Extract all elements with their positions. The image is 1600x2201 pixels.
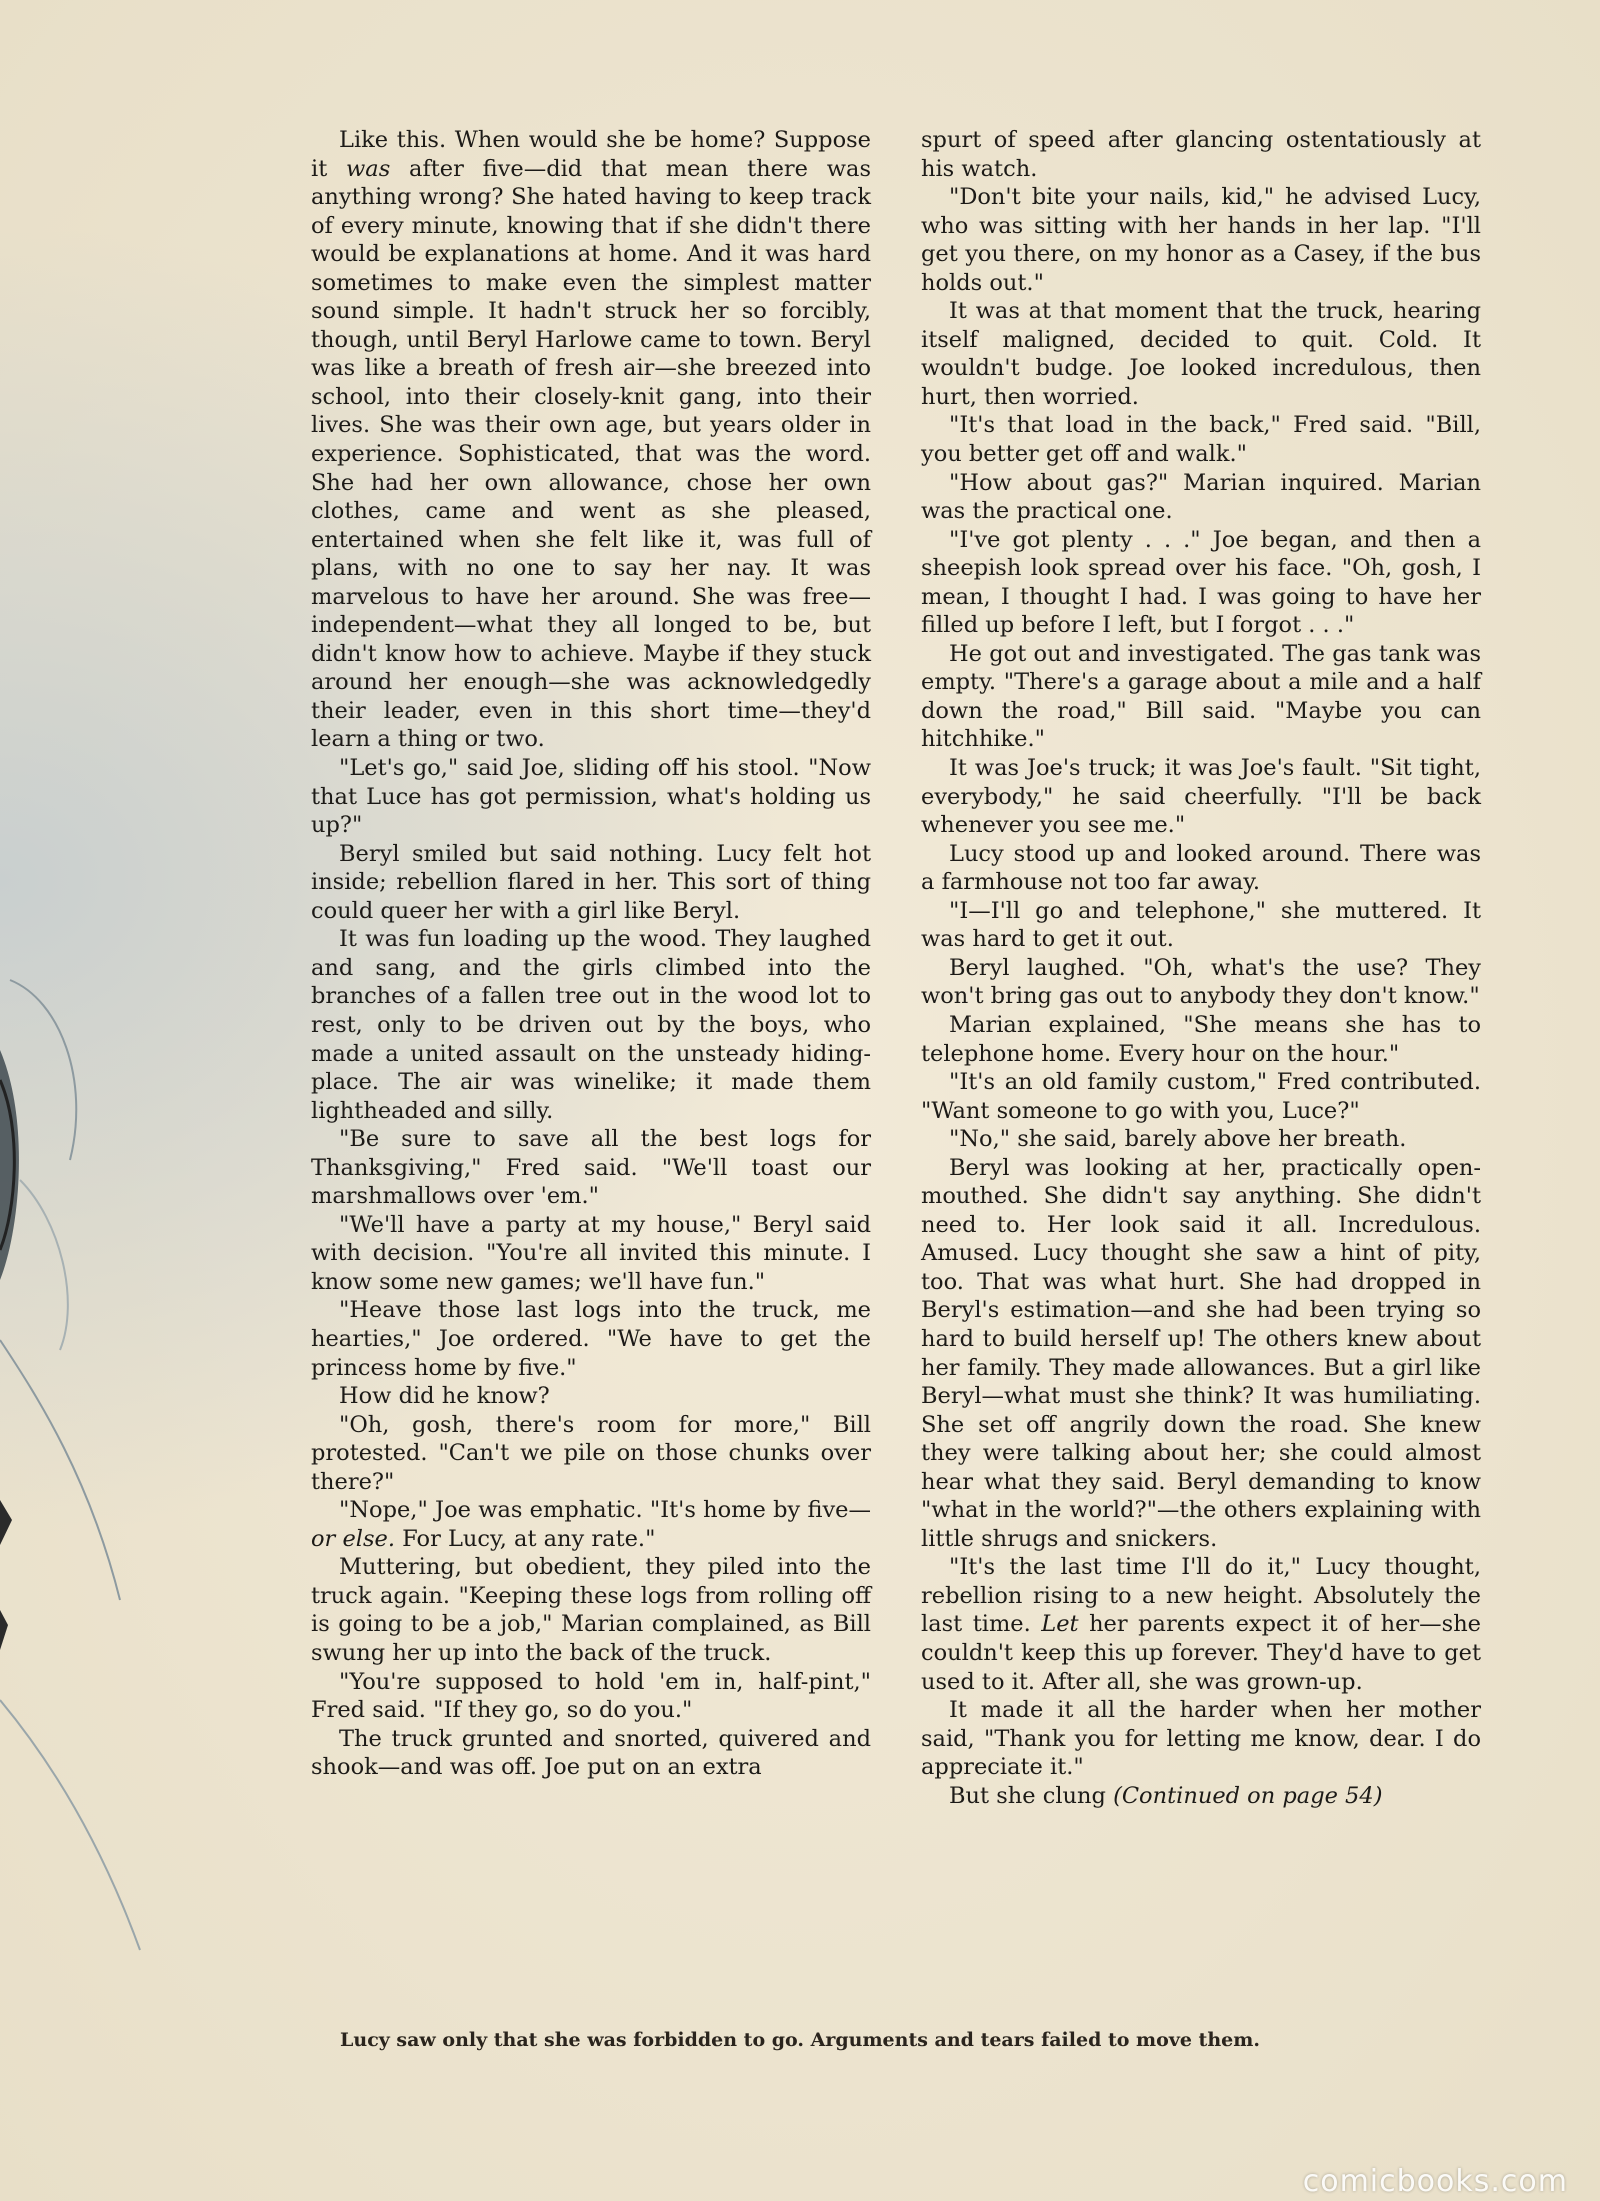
paragraph <box>311 1553 871 1667</box>
paragraph <box>921 754 1481 840</box>
text-run: after five—did that mean there was anything wrong? She hated having to keep track of every minute, knowing that if she didn't there would be explanations at home. And it was hard sometimes to make even the simplest matter sound simple. It hadn't struck her so forcibly, though, until Beryl Harlowe came to town. Beryl was like a breath of fresh air—she breezed into school, into their closely-knit gang, into their lives. She was their own age, but years older in experience. Sophisticated, that was the word. She had her own allowance, chose her own clothes, came and went as she pleased, entertained when she felt like it, was full of plans, with no one to say her nay. It was marvelous to have her around. She was free—independent—what they all longed to be, but didn't know how to achieve. Maybe if they stuck around her enough—she was acknowledgedly their leader, even in this short time—they'd learn a thing or two. <box>311 155 871 753</box>
text-run: "It's that load in the back," Fred said. "Bill, you better get off and walk." <box>921 412 1481 468</box>
paragraph <box>921 640 1481 754</box>
paragraph <box>921 126 1481 183</box>
text-run: For Lucy, at any rate." <box>394 1525 656 1552</box>
text-run: Beryl smiled but said nothing. Lucy felt hot inside; rebellion flared in her. This sort of thing could queer her with a girl like Beryl. <box>311 840 871 924</box>
paragraph <box>921 954 1481 1011</box>
paragraph <box>921 1154 1481 1554</box>
italic-text: or else. <box>311 1525 395 1552</box>
paragraph <box>921 1011 1481 1068</box>
left-text-column <box>311 126 871 1782</box>
italic-text: was <box>346 155 391 182</box>
paragraph <box>311 840 871 926</box>
text-run: It made it all the harder when her mother said, "Thank you for letting me know, dear. I do appreciate it." <box>921 1697 1481 1781</box>
paragraph <box>311 1382 871 1411</box>
text-run: "Don't bite your nails, kid," he advised Lucy, who was sitting with her hands in her lap. "I'll get you there, on my honor as a Casey, if the bus holds out." <box>921 184 1481 296</box>
paragraph <box>311 1668 871 1725</box>
text-run: It was Joe's truck; it was Joe's fault. "Sit tight, everybody," he said cheerfully. "I'll be back whenever you see me." <box>921 755 1481 839</box>
right-text-column <box>921 126 1481 1810</box>
paragraph <box>921 1782 1481 1811</box>
text-run: Beryl was looking at her, practically open-mouthed. She didn't say anything. She didn't need to. Her look said it all. Incredulous. Amused. Lucy thought she saw a hint of pity, too. That was what hurt. She had dropped in Beryl's estimation—and she had been trying so hard to build herself up! The others knew about her family. They made allowances. But a girl like Beryl—what must she think? It was humiliating. She set off angrily down the road. She knew they were talking about her; she could almost hear what they said. Beryl demanding to know "what in the world?"—the others explaining with little shrugs and snickers. <box>921 1154 1481 1552</box>
text-run: her parents expect it of her—she couldn't keep this up forever. They'd have to get used to it. After all, she was grown-up. <box>921 1611 1481 1695</box>
text-run: It was at that moment that the truck, hearing itself maligned, decided to quit. Cold. It wouldn't budge. Joe looked incredulous, then hurt, then worried. <box>921 298 1481 410</box>
left-edge-illustration <box>0 0 160 2201</box>
text-run: "Oh, gosh, there's room for more," Bill protested. "Can't we pile on those chunks over there?" <box>311 1411 871 1495</box>
paragraph <box>921 183 1481 297</box>
paragraph <box>311 1125 871 1211</box>
text-run: The truck grunted and snorted, quivered and shook—and was off. Joe put on an extra <box>311 1725 871 1781</box>
paragraph <box>311 1496 871 1553</box>
text-run: "Nope," Joe was emphatic. "It's home by five— <box>339 1497 871 1524</box>
text-run: "I've got plenty . . ." Joe began, and then a sheepish look spread over his face. "Oh, gosh, I mean, I thought I had. I was going to have her filled up before I left, but I forgot . . ." <box>921 526 1481 639</box>
paragraph <box>311 1211 871 1297</box>
text-run: Marian explained, "She means she has to telephone home. Every hour on the hour." <box>921 1011 1481 1067</box>
text-run: "How about gas?" Marian inquired. Marian was the practical one. <box>921 469 1481 525</box>
paragraph <box>921 1553 1481 1696</box>
paragraph <box>921 297 1481 411</box>
italic-text: (Continued on page 54) <box>1113 1782 1383 1809</box>
text-run: "No," she said, barely above her breath. <box>949 1126 1407 1153</box>
text-run: But she clung <box>949 1782 1114 1809</box>
text-run: Muttering, but obedient, they piled into the truck again. "Keeping these logs from rolling off is going to be a job," Marian complained, as Bill swung her up into the back of the truck. <box>311 1554 871 1666</box>
paragraph <box>921 1068 1481 1125</box>
text-run: "Heave those last logs into the truck, me hearties," Joe ordered. "We have to get the princess home by five." <box>311 1297 871 1381</box>
site-watermark: comicbooks.com <box>1302 2164 1568 2199</box>
paragraph <box>921 469 1481 526</box>
text-run: "It's the last time I'll do it," Lucy thought, rebellion rising to a new height. Absolutely the last time. <box>921 1554 1481 1638</box>
paragraph <box>921 526 1481 640</box>
text-run: "Let's go," said Joe, sliding off his stool. "Now that Luce has got permission, what's holding us up?" <box>311 755 871 839</box>
paragraph <box>311 925 871 1125</box>
italic-text: Let <box>1041 1611 1079 1638</box>
text-run: It was fun loading up the wood. They laughed and sang, and the girls climbed into the branches of a fallen tree out in the wood lot to rest, only to be driven out by the boys, who made a united assault on the unsteady hiding-place. The air was winelike; it made them lightheaded and silly. <box>311 926 871 1124</box>
text-run: Like this. When would she be home? Suppose it <box>311 127 871 182</box>
text-run: spurt of speed after glancing ostentatiously at his watch. <box>921 127 1481 182</box>
text-run: Lucy stood up and looked around. There was a farmhouse not too far away. <box>921 840 1481 896</box>
illustration-caption: Lucy saw only that she was forbidden to go. Arguments and tears failed to move them. <box>340 2029 1260 2051</box>
text-run: "Be sure to save all the best logs for Thanksgiving," Fred said. "We'll toast our marshmallows over 'em." <box>311 1126 871 1210</box>
paragraph <box>311 1296 871 1382</box>
text-run: "We'll have a party at my house," Beryl said with decision. "You're all invited this minute. I know some new games; we'll have fun." <box>311 1211 871 1295</box>
paragraph <box>921 1696 1481 1782</box>
text-run: He got out and investigated. The gas tank was empty. "There's a garage about a mile and a half down the road," Bill said. "Maybe you can hitchhike." <box>921 640 1481 753</box>
paragraph <box>311 1411 871 1497</box>
text-run: "I—I'll go and telephone," she muttered. It was hard to get it out. <box>921 897 1481 953</box>
text-run: Beryl laughed. "Oh, what's the use? They won't bring gas out to anybody they don't know." <box>921 954 1481 1010</box>
text-run: How did he know? <box>339 1383 550 1410</box>
paragraph <box>311 126 871 754</box>
paragraph <box>921 411 1481 468</box>
paragraph <box>921 1125 1481 1154</box>
paragraph <box>921 840 1481 897</box>
text-run: "You're supposed to hold 'em in, half-pint," Fred said. "If they go, so do you." <box>311 1668 871 1724</box>
paragraph <box>311 754 871 840</box>
paragraph <box>921 897 1481 954</box>
text-run: "It's an old family custom," Fred contributed. "Want someone to go with you, Luce?" <box>921 1069 1481 1124</box>
paragraph <box>311 1725 871 1782</box>
